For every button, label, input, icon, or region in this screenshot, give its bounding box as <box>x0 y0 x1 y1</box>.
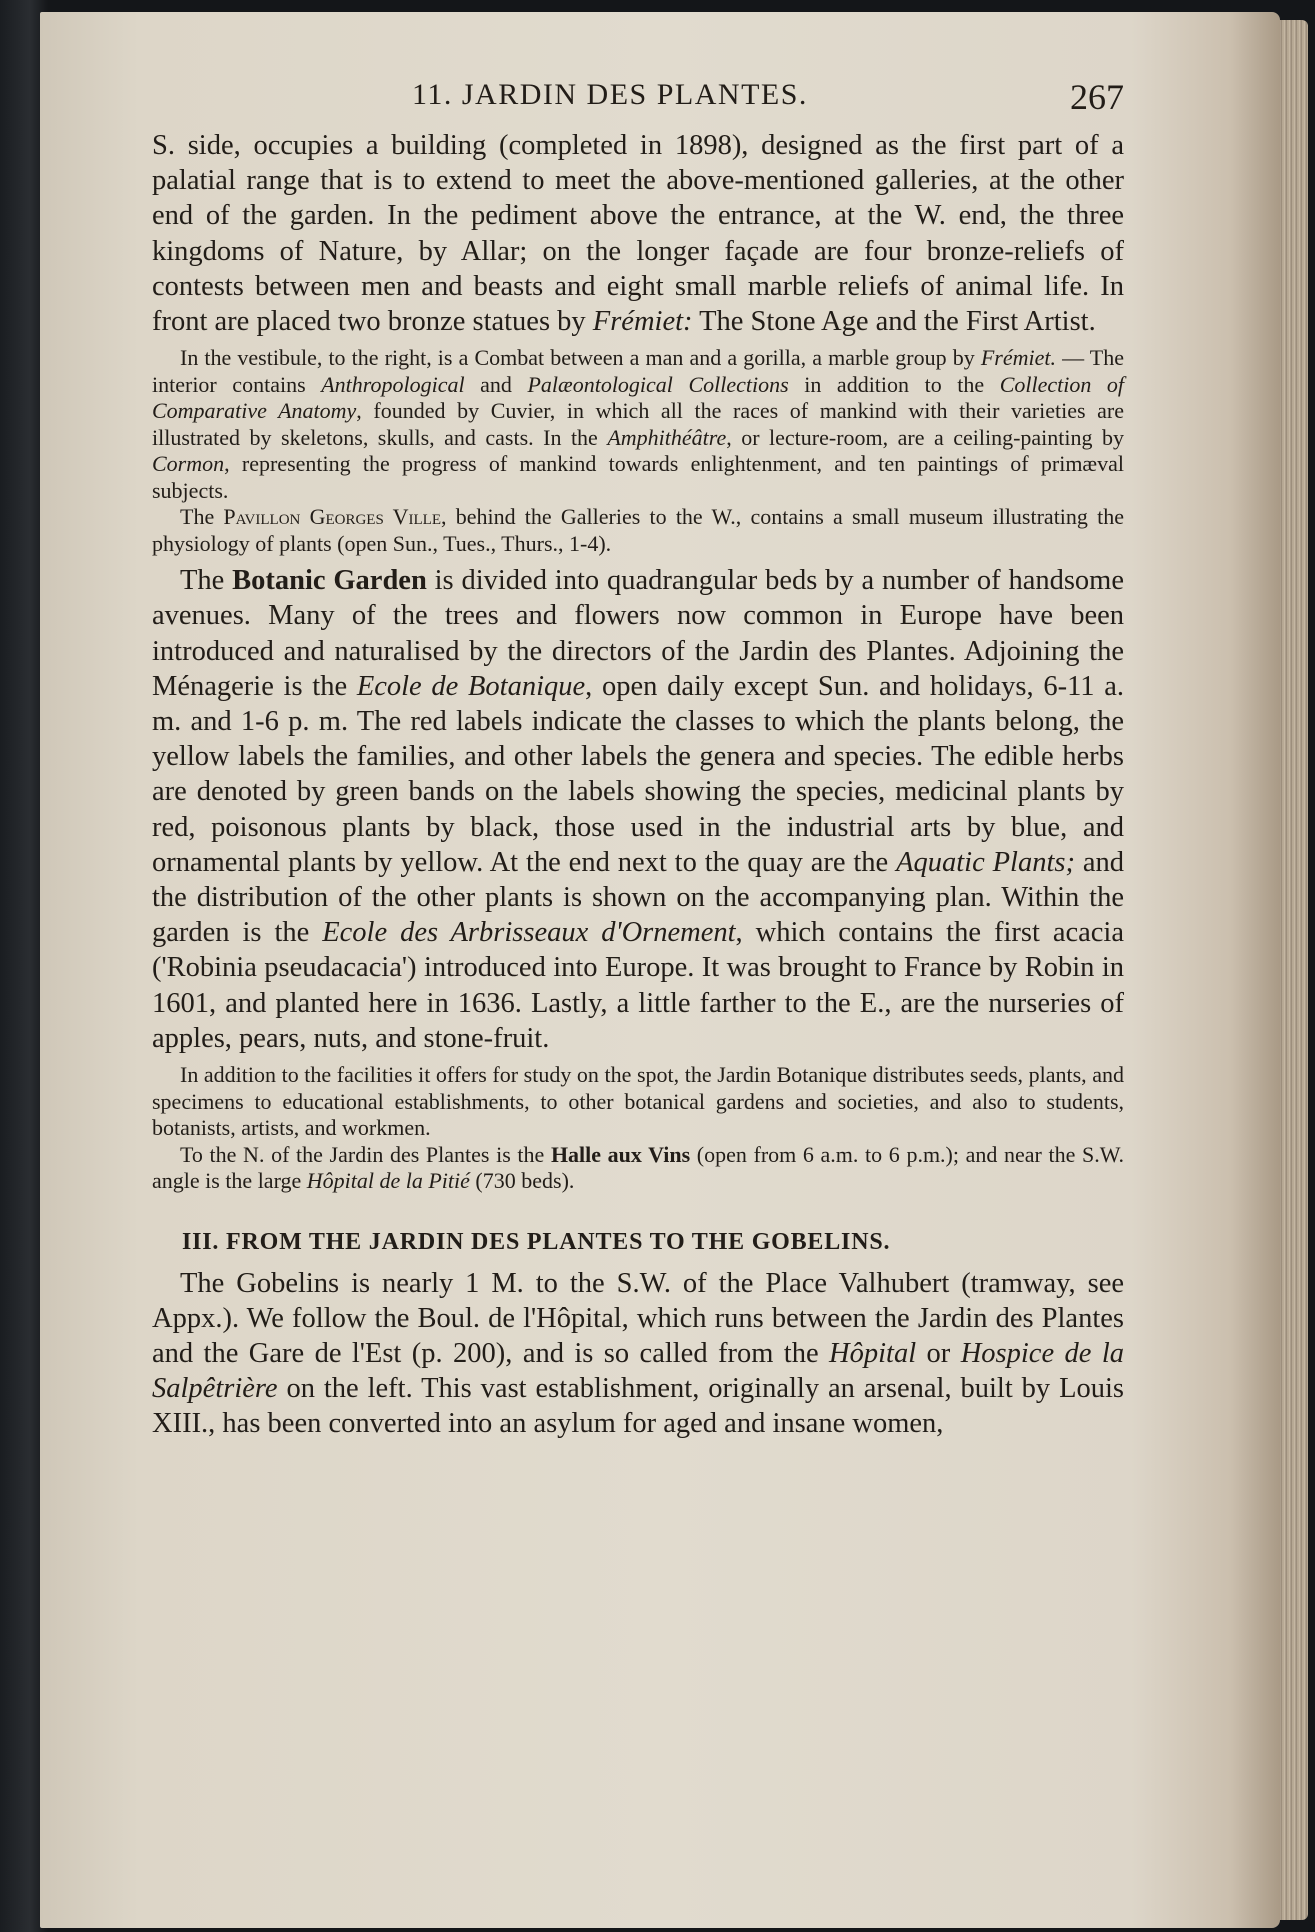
section-heading: III. FROM THE JARDIN DES PLANTES TO THE GOBELINS. <box>182 1228 891 1255</box>
running-head: 11. JARDIN DES PLANTES. <box>412 78 808 111</box>
note-facilities: In addition to the facilities it offers for study on the spot, the Jardin Botanique distributes seeds, plants, and specimens to educational establishments, to other botanical gardens and societies, and also to students, botanists, artists, and workmen. <box>152 1062 1124 1141</box>
paragraph-gobelins: The Gobelins is nearly 1 M. to the S.W. of the Place Valhubert (tramway, see Appx.). We follow the Boul. de l'Hôpital, which runs between the Jardin des Plantes and the Gare de l'Est (p. 200), and is so called from the Hôpital or Hospice de la Salpêtrière on the left. This vast establishment, originally an arsenal, built by Louis XIII., has been converted into an asylum for aged and insane women, <box>152 1267 1124 1440</box>
note-halle-aux-vins: To the N. of the Jardin des Plantes is the Halle aux Vins (open from 6 a.m. to 6 p.m.); and near the S.W. angle is the large Hôpital de la Pitié (730 beds). <box>152 1141 1125 1194</box>
page-header <box>152 78 1124 122</box>
note-pavillon: The Pavillon Georges Ville, behind the Galleries to the W., contains a small museum illustrating the physiology of plants (open Sun., Tues., Thurs., 1-4). <box>152 504 1125 556</box>
page-number: 267 <box>1070 77 1124 117</box>
note-vestibule: In the vestibule, to the right, is a Combat between a man and a gorilla, a marble group by Frémiet. — The interior contains Anthropological and Palæontological Collections in addition to the Collection of Comparative Anatomy, founded by Cuvier, in which all the races of mankind with their varieties are illustrated by skeletons, skulls, and casts. In the Amphithéâtre, or lecture-room, are a ceiling-painting by Cormon, representing the progress of mankind towards enlightenment, and ten paintings of primæval subjects. <box>152 345 1125 503</box>
paragraph-botanic-garden: The Botanic Garden is divided into quadrangular beds by a number of handsome avenues. Many of the trees and flowers now common in Europe have been introduced and naturalised by the directors of the Jardin des Plantes. Adjoining the Ménagerie is the Ecole de Botanique, open daily except Sun. and holidays, 6-11 a. m. and 1-6 p. m. The red labels indicate the classes to which the plants belong, the yellow labels the families, and other labels the genera and species. The edible herbs are denoted by green bands on the labels showing the species, medicinal plants by red, poisonous plants by black, those used in the industrial arts by blue, and ornamental plants by yellow. At the end next to the quay are the Aquatic Plants; and the distribution of the other plants is shown on the accompanying plan. Within the garden is the Ecole des Arbrisseaux d'Ornement, which contains the first acacia ('Robinia pseudacacia') introduced into Europe. It was brought to France by Robin in 1601, and planted here in 1636. Lastly, a little farther to the E., are the nurseries of apples, pears, nuts, and stone-fruit. <box>152 565 1124 1054</box>
paragraph-museum-building: S. side, occupies a building (completed in 1898), designed as the first part of a palatial range that is to extend to meet the above-mentioned galleries, at the other end of the garden. In the pediment above the entrance, at the W. end, the three kingdoms of Nature, by Allar; on the longer façade are four bronze-reliefs of contests between men and beasts and eight small marble reliefs of animal life. In front are placed two bronze statues by Frémiet: The Stone Age and the First Artist. <box>152 130 1124 338</box>
page-text <box>152 78 1124 1442</box>
